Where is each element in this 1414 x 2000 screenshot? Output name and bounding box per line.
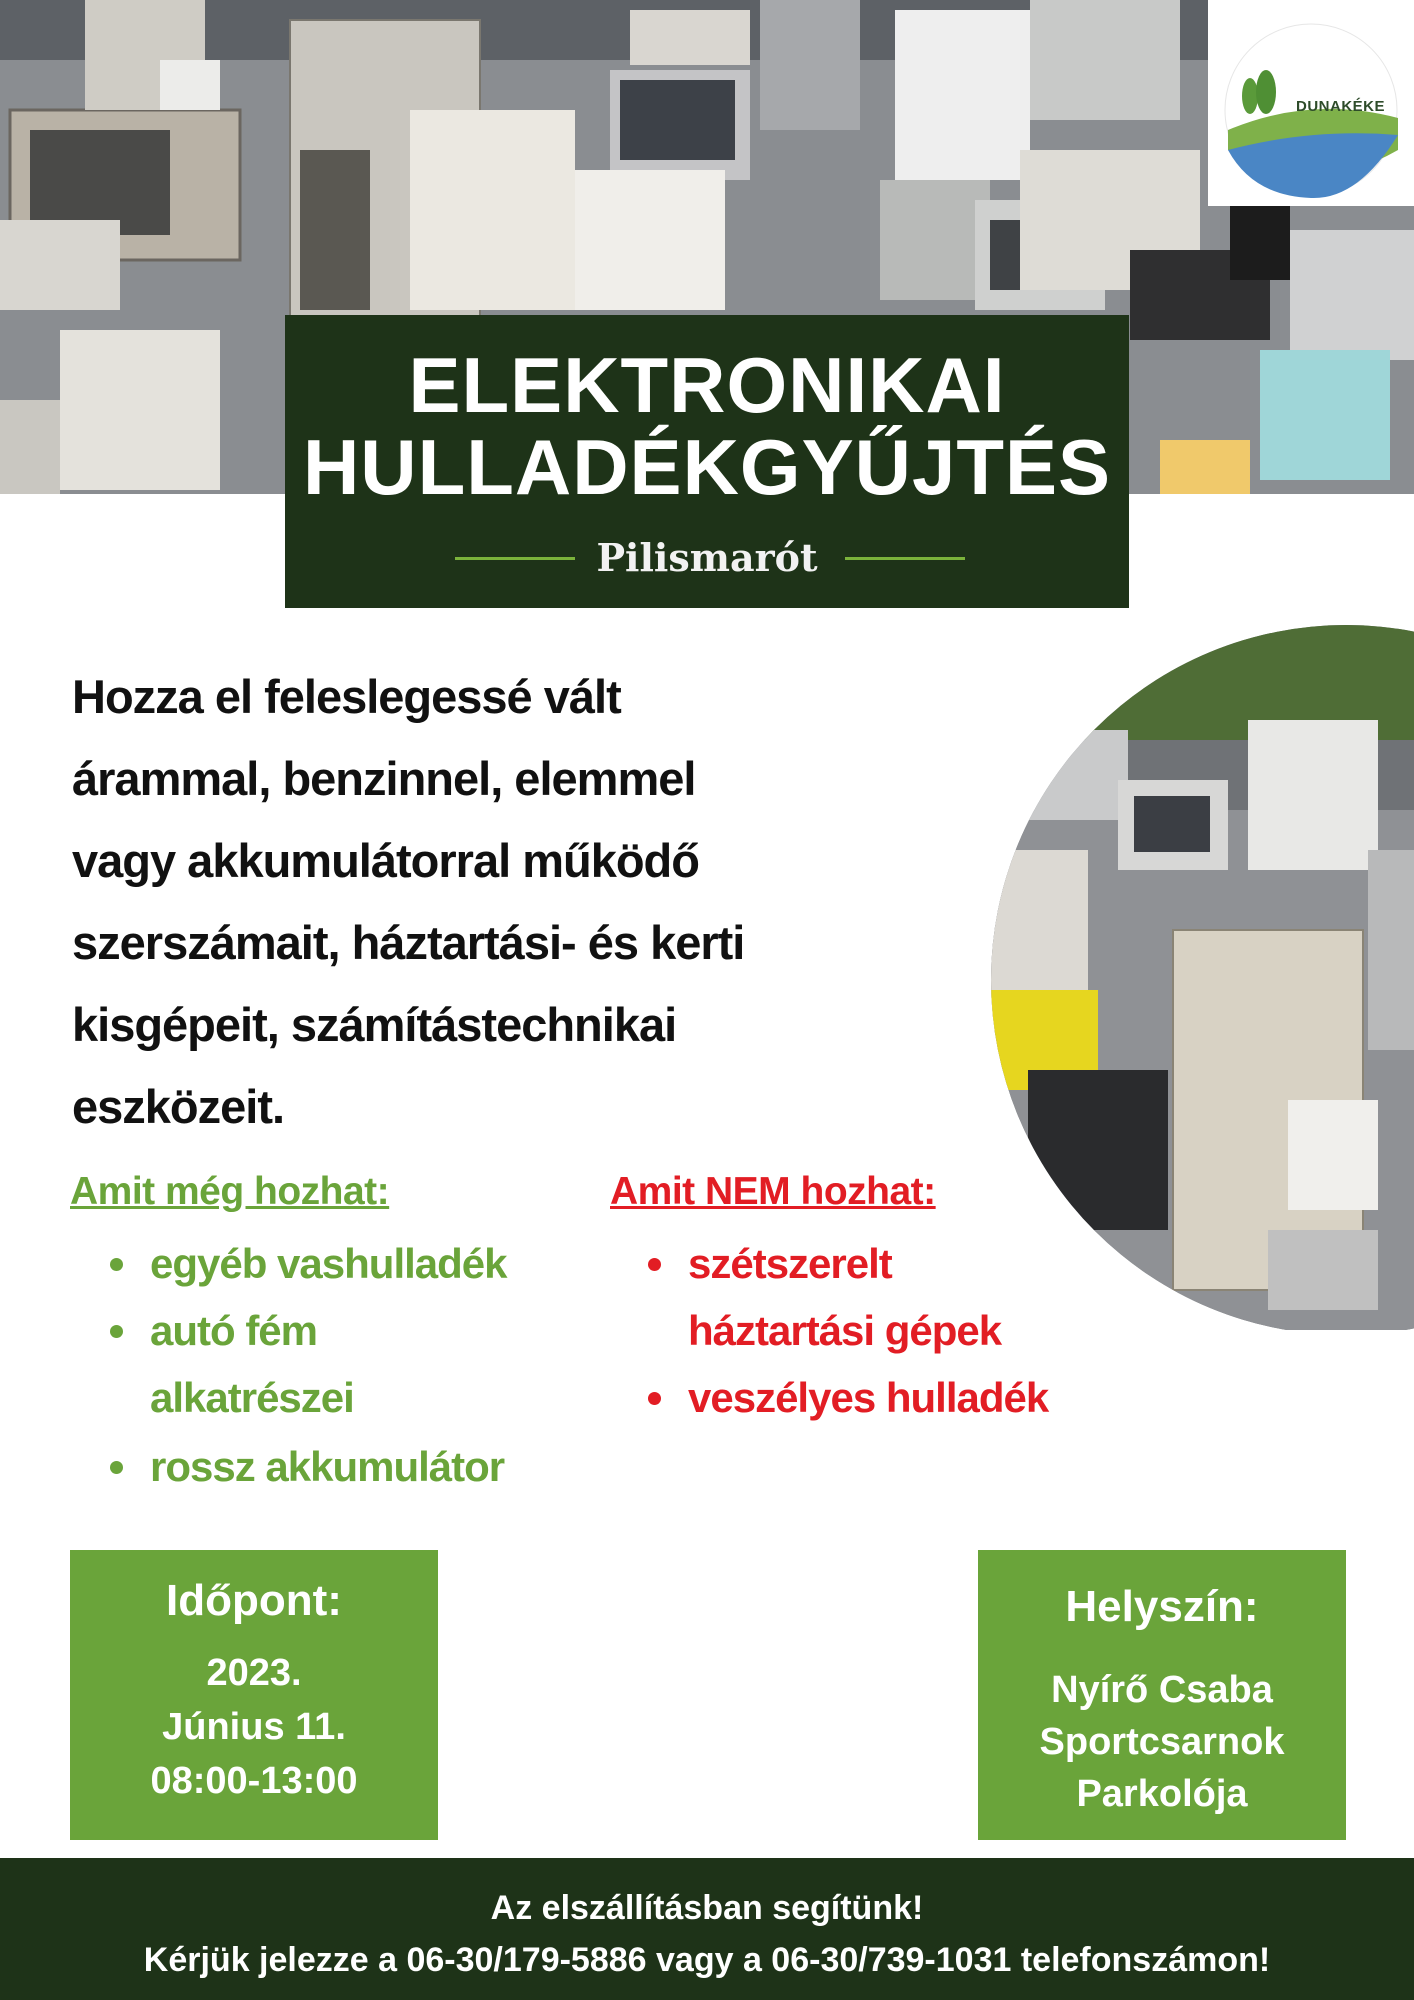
intro-line: eszközeit. xyxy=(72,1080,285,1133)
not-allowed-item-continuation xyxy=(688,1297,1001,1365)
time-date: Június 11. xyxy=(162,1706,346,1748)
allowed-item xyxy=(150,1297,317,1365)
title-box xyxy=(285,315,1129,608)
allowed-item-text: alkatrészei xyxy=(150,1374,354,1421)
not-allowed-item-text: veszélyes hulladék xyxy=(688,1374,1049,1421)
bullet-dot-icon xyxy=(648,1392,661,1405)
bullet-dot-icon xyxy=(648,1258,661,1271)
place-line: Parkolója xyxy=(1076,1773,1248,1815)
intro-line: Hozza el feleslegessé vált xyxy=(72,670,621,723)
allowed-heading: Amit még hozhat: xyxy=(70,1170,390,1213)
not-allowed-item xyxy=(688,1364,1048,1432)
allowed-item-text: rossz akkumulátor xyxy=(150,1443,505,1490)
time-box xyxy=(70,1550,438,1840)
time-year: 2023. xyxy=(206,1652,302,1694)
footer-bar xyxy=(0,1858,1414,2000)
circle-photo-ewaste xyxy=(948,610,1414,1330)
not-allowed-item-text: háztartási gépek xyxy=(688,1307,1002,1354)
logo-name: DUNAKÉKE xyxy=(1296,98,1386,115)
title-line-1: ELEKTRONIKAI xyxy=(408,341,1006,429)
subtitle-row xyxy=(285,533,1129,583)
place-heading: Helyszín: xyxy=(1065,1582,1259,1631)
place-line: Sportcsarnok xyxy=(1039,1721,1285,1763)
bullet-dot-icon xyxy=(110,1325,123,1338)
place-box xyxy=(978,1550,1346,1840)
intro-line: szerszámait, háztartási- és kerti xyxy=(72,916,745,969)
dunakeke-logo xyxy=(1208,0,1414,206)
place-line: Nyírő Csaba xyxy=(1051,1669,1273,1711)
time-heading: Időpont: xyxy=(166,1576,342,1625)
footer-contact-text: Kérjük jelezze a 06-30/179-5886 vagy a 06-30/739-1031 telefonszámon! xyxy=(143,1941,1271,1979)
intro-line: vagy akkumulátorral működő xyxy=(72,834,699,887)
bullet-dot-icon xyxy=(110,1258,123,1271)
allowed-item xyxy=(150,1230,507,1298)
footer-help-text: Az elszállításban segítünk! xyxy=(490,1889,924,1927)
subtitle-rule-left xyxy=(455,557,575,560)
allowed-item-text: egyéb vashulladék xyxy=(150,1240,507,1287)
not-allowed-item-text: szétszerelt xyxy=(688,1240,892,1287)
title-line-2: HULLADÉKGYŰJTÉS xyxy=(302,423,1112,511)
not-allowed-item xyxy=(688,1230,892,1298)
not-allowed-heading: Amit NEM hozhat: xyxy=(610,1170,936,1213)
intro-paragraph xyxy=(72,656,932,1148)
subtitle-rule-right xyxy=(845,557,965,560)
time-hours: 08:00-13:00 xyxy=(150,1760,358,1802)
allowed-item-continuation xyxy=(150,1364,354,1432)
allowed-item-text: autó fém xyxy=(150,1307,318,1354)
bullet-dot-icon xyxy=(110,1461,123,1474)
location-subtitle: Pilismarót xyxy=(596,535,818,580)
intro-line: kisgépeit, számítástechnikai xyxy=(72,998,677,1051)
allowed-item xyxy=(150,1433,504,1501)
intro-line: árammal, benzinnel, elemmel xyxy=(72,752,696,805)
